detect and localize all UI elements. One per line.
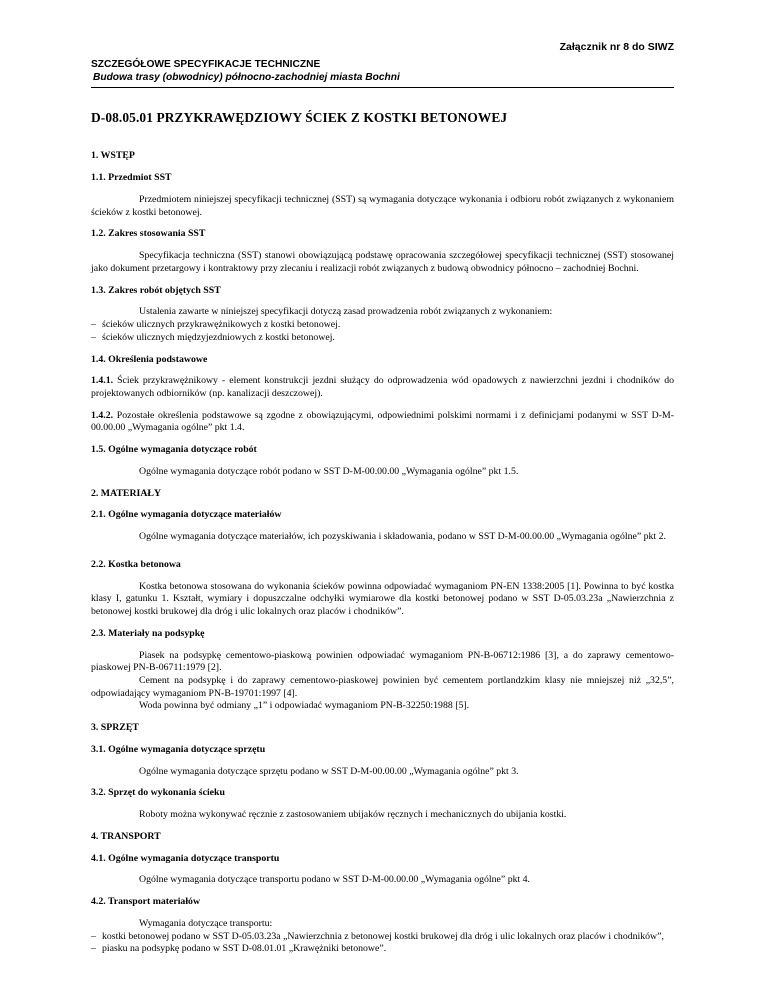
paragraph-2-3c: Woda powinna być odmiany „1” i odpowiadać wymaganiom PN-B-32250:1988 [5]. — [139, 700, 470, 712]
document-title: D-08.05.01 PRZYKRAWĘDZIOWY ŚCIEK Z KOSTKI BETONOWEJ — [91, 110, 508, 125]
running-header — [91, 59, 400, 84]
attachment-label: Załącznik nr 8 do SIWZ — [559, 41, 674, 53]
paragraph-3-2: Roboty można wykonywać ręcznie z zastosowaniem ubijaków ręcznych i mechanicznych do ubijania kostki. — [139, 809, 567, 821]
paragraph-4-1: Ogólne wymagania dotyczące transportu podano w SST D-M-00.00.00 „Wymagania ogólne” pkt 4. — [139, 874, 531, 886]
paragraph-1-5: Ogólne wymagania dotyczące robót podano w SST D-M-00.00.00 „Wymagania ogólne” pkt 1.5. — [139, 465, 519, 477]
definition-number: 1.4.1. — [91, 375, 114, 387]
section-heading-3: 3. SPRZĘT — [91, 722, 139, 734]
list-item: – ścieków ulicznych przykrawężnikowych z kostki betonowej. — [91, 319, 674, 332]
paragraph-1-1: Przedmiotem niniejszej specyfikacji technicznej (SST) są wymagania dotyczące wykonania i odbioru robót związanych z wykonaniem ścieków z kostki betonowej. — [91, 193, 674, 218]
definition-number: 1.4.2. — [91, 409, 114, 421]
subheading-3-1: 3.1. Ogólne wymagania dotyczące sprzętu — [91, 743, 266, 755]
section-heading-2: 2. MATERIAŁY — [91, 487, 162, 499]
paragraph-2-2: Kostka betonowa stosowana do wykonania ścieków powinna odpowiadać wymaganiom PN-EN 1338:2005 [1]. Powinna to być kostka klasy I, gatunku 1. Kształt, wymiary i dopuszczalne odchyłki wymiarowe dla kostki betonowej podano w SST D-05.03.23a „Nawierzchnia z betonowej kostki brukowej dla dróg i ulic lokalnych oraz placów i chodników”. — [91, 580, 674, 618]
spec-title: SZCZEGÓŁOWE SPECYFIKACJE TECHNICZNE — [91, 59, 321, 70]
subheading-1-4: 1.4. Określenia podstawowe — [91, 353, 208, 365]
header-divider — [91, 87, 674, 88]
list-item: – piasku na podsypkę podano w SST D-08.01.01 „Krawężniki betonowe”. — [91, 943, 674, 956]
paragraph-1-3: Ustalenia zawarte w niniejszej specyfikacji dotyczą zasad prowadzenia robót związanych z wykonaniem: — [139, 306, 553, 318]
subheading-3-2: 3.2. Sprzęt do wykonania ścieku — [91, 787, 225, 799]
list-item: – kostki betonowej podano w SST D-05.03.23a „Nawierzchnia z betonowej kostki brukowej dla dróg i ulic lokalnych oraz placów i chodników”, — [91, 931, 674, 944]
subheading-1-2: 1.2. Zakres stosowania SST — [91, 228, 206, 240]
subheading-2-1: 2.1. Ogólne wymagania dotyczące materiałów — [91, 509, 282, 521]
section-heading-4: 4. TRANSPORT — [91, 830, 161, 842]
paragraph-1-2: Specyfikacja techniczna (SST) stanowi obowiązującą podstawę opracowania szczegółowej specyfikacji technicznej (SST) stosowanej jako dokument przetargowy i kontraktowy przy zlecaniu i realizacji robót związanych z budową obwodnicy północno – zachodniej Bochni. — [91, 250, 674, 274]
subheading-2-2: 2.2. Kostka betonowa — [91, 558, 181, 570]
subheading-1-1: 1.1. Przedmiot SST — [91, 172, 172, 184]
definition-text: Pozostałe określenia podstawowe są zgodne z obowiązującymi, odpowiednimi polskimi normami i z definicjami podanymi w SST D-M-00.00.00 „Wymagania ogólne” pkt 1.4. — [91, 409, 674, 434]
definition-text: Ściek przykrawężnikowy - element konstrukcji jezdni służący do odprowadzenia wód opadowych z nawierzchni jezdni i chodników do projektowanych odbiorników (np. kanalizacji deszczowej). — [91, 375, 674, 399]
list-item: – ścieków ulicznych międzyjezdniowych z kostki betonowej. — [91, 332, 674, 345]
paragraph-3-1: Ogólne wymagania dotyczące sprzętu podano w SST D-M-00.00.00 „Wymagania ogólne” pkt 3. — [139, 765, 519, 777]
section-heading-1: 1. WSTĘP — [91, 150, 135, 162]
paragraph-2-3b: Cement na podsypkę i do zaprawy cementowo-piaskowej powinien być cementem portlandzkim klasy nie mniejszej niż „32,5”, odpowiadający wymaganiom PN-B-19701:1997 [4]. — [91, 674, 674, 699]
subheading-4-2: 4.2. Transport materiałów — [91, 896, 201, 908]
definition-1-4-2 — [91, 410, 674, 435]
subheading-2-3: 2.3. Materiały na podsypkę — [91, 627, 205, 639]
subheading-1-5: 1.5. Ogólne wymagania dotyczące robót — [91, 444, 257, 456]
definition-1-4-1 — [91, 375, 674, 400]
document-body — [91, 109, 674, 956]
subheading-1-3: 1.3. Zakres robót objętych SST — [91, 284, 221, 296]
paragraph-2-3a: Piasek na podsypkę cementowo-piaskową powinien odpowiadać wymaganiom PN-B-06712:1986 [3], a do zaprawy cementowo-piaskowej PN-B-06711:1979 [2]. — [91, 649, 674, 674]
paragraph-4-2: Wymagania dotyczące transportu: — [139, 917, 273, 929]
subheading-4-1: 4.1. Ogólne wymagania dotyczące transportu — [91, 852, 280, 864]
paragraph-2-1: Ogólne wymagania dotyczące materiałów, ich pozyskiwania i składowania, podano w SST D-M-00.00.00 „Wymagania ogólne” pkt 2. — [139, 531, 666, 543]
project-title: Budowa trasy (obwodnicy) północno-zachodniej miasta Bochni — [93, 71, 400, 83]
